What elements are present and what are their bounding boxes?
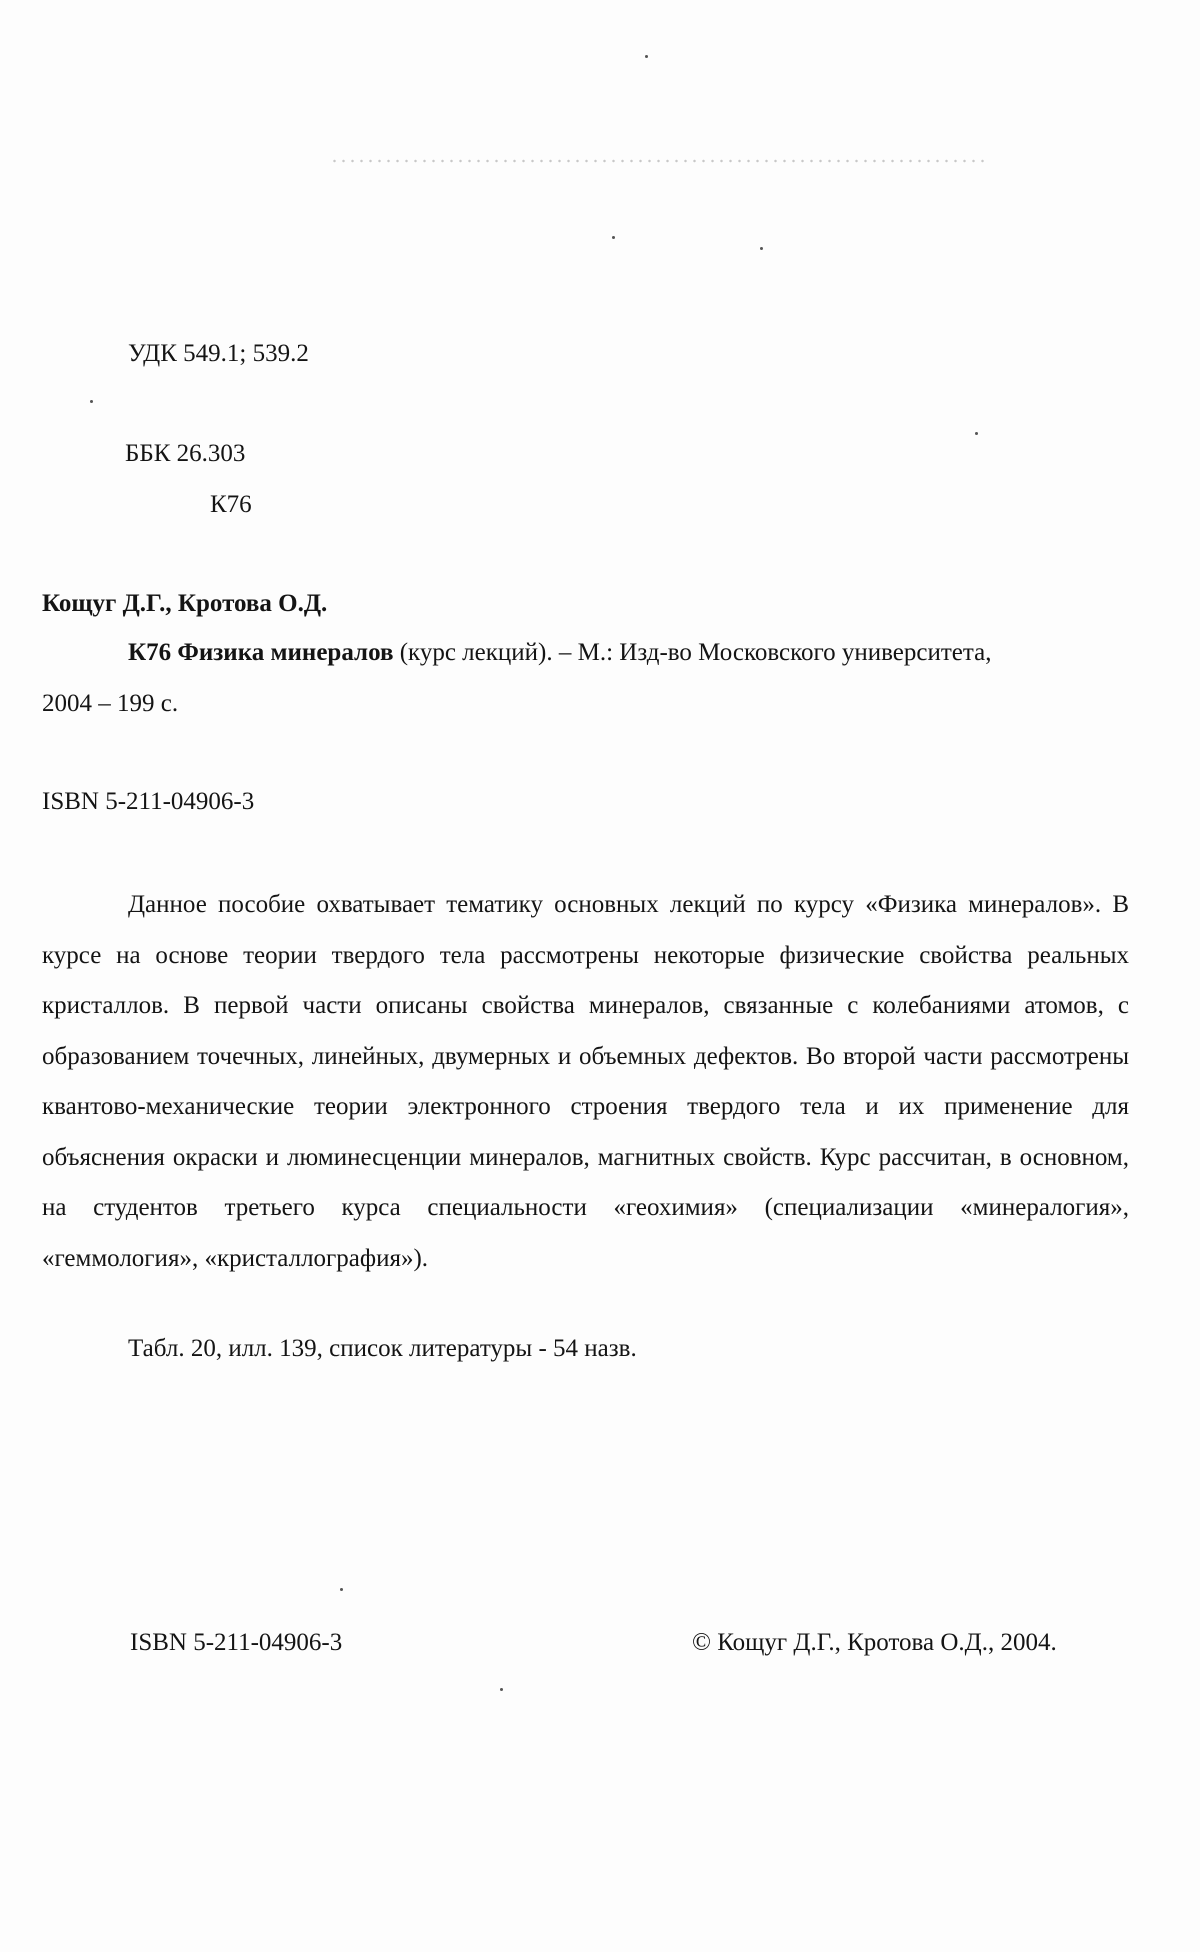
- scan-speck: [612, 236, 615, 239]
- book-stats: Табл. 20, илл. 139, список литературы - 54 назв.: [128, 1335, 637, 1362]
- scan-speck: [645, 55, 648, 58]
- citation-title: К76 Физика минералов: [128, 639, 394, 666]
- scan-speck: [90, 400, 93, 403]
- citation-continuation: 2004 – 199 с.: [42, 690, 179, 717]
- footer-isbn: ISBN 5-211-04906-3: [130, 1629, 343, 1656]
- isbn: ISBN 5-211-04906-3: [42, 788, 255, 815]
- scan-noise: [330, 158, 990, 164]
- citation-rest: (курс лекций). – М.: Изд-во Московского университета,: [393, 639, 992, 666]
- scan-speck: [500, 1688, 503, 1691]
- author-index-code: К76: [210, 491, 252, 518]
- scan-speck: [340, 1588, 343, 1591]
- scan-speck: [760, 247, 763, 250]
- scan-speck: [975, 432, 978, 435]
- udk-code: УДК 549.1; 539.2: [128, 340, 309, 367]
- authors-heading: Кощуг Д.Г., Кротова О.Д.: [42, 590, 328, 617]
- bbk-code: ББК 26.303: [125, 440, 246, 467]
- citation-line: [128, 638, 991, 668]
- copyright-notice: © Кощуг Д.Г., Кротова О.Д., 2004.: [692, 1629, 1057, 1656]
- abstract-paragraph: Данное пособие охватывает тематику основных лекций по курсу «Физика минералов». В курсе на основе теории твердого тела рассмотрены некоторые физические свойства реальных кристаллов. В первой части описаны свойства минералов, связанные с колебаниями атомов, с образованием точечных, линейных, двумерных и объемных дефектов. Во второй части рассмотрены квантово-механические теории электронного строения твердого тела и их применение для объяснения окраски и люминесценции минералов, магнитных свойств. Курс рассчитан, в основном, на студентов третьего курса специальности «геохимия» (специализации «минералогия», «геммология», «кристаллография»).: [42, 891, 1129, 1272]
